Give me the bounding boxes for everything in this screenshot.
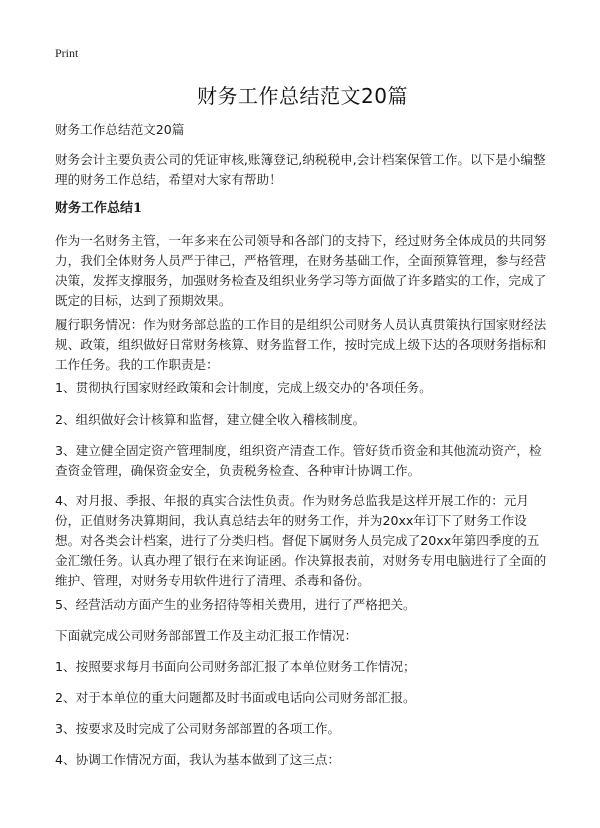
paragraph-2: 履行职务情况：作为财务部总监的工作目的是组织公司财务人员认真贯策执行国家财经法规、政策，组织做好日常财务核算、财务监督工作，按时完成上级下达的各项财务指标和工作任务。我的工作职责是： [55,317,547,372]
list-item-2: 2、组织做好会计核算和监督，建立健全收入稽核制度。 [55,412,366,427]
report-item-1: 1、按照要求每月书面向公司财务部汇报了本单位财务工作情况； [55,659,416,674]
document-title: 财务工作总结范文20篇 [197,84,408,108]
list-item-1: 1、贯彻执行国家财经政策和会计制度，完成上级交办的'各项任务。 [55,380,432,395]
print-label[interactable]: Print [55,46,79,60]
list-item-5: 5、经营活动方面产生的业务招待等相关费用，进行了严格把关。 [55,597,416,612]
report-intro: 下面就完成公司财务部部置工作及主动汇报工作情况： [55,628,358,643]
report-item-3: 3、按要求及时完成了公司财务部部置的各项工作。 [55,721,341,736]
list-item-3: 3、建立健全固定资产管理制度，组织资产清查工作。管好货币资金和其他流动资产，检查资金管理，确保资金安全，负责税务检查、各种审计协调工作。 [55,443,542,478]
document-subtitle: 财务工作总结范文20篇 [55,122,185,137]
report-item-4: 4、协调工作情况方面，我认为基本做到了这三点： [55,752,341,767]
paragraph-1: 作为一名财务主管，一年多来在公司领导和各部门的支持下，经过财务全体成员的共同努力，我们全体财务人员严于律己，严格管理，在财务基础工作，全面预算管理，参与经营决策，发挥支撑服务，加强财务检查及组织业务学习等方面做了许多踏实的工作，完成了既定的目标，达到了预期效果。 [55,233,547,308]
section-heading: 财务工作总结1 [55,201,143,216]
report-item-2: 2、对于本单位的重大问题都及时书面或电话向公司财务部汇报。 [55,690,416,705]
intro-paragraph: 财务会计主要负责公司的凭证审核,账簿登记,纳税税申,会计档案保管工作。以下是小编整理的财务工作总结，希望对大家有帮助！ [55,152,546,187]
list-item-4: 4、对月报、季报、年报的真实合法性负责。作为财务总监我是这样开展工作的：元月份，正值财务决算期间，我认真总结去年的财务工作，并为20xx年订下了财务工作设想。对各类会计档案，进行了分类归档。督促下属财务人员完成了20xx年第四季度的五金汇缴任务。认真办理了银行在来询证函。作决算报表前，对财务专用电脑进行了全面的维护、管理，对财务专用软件进行了清理、杀毒和备份。 [55,493,547,588]
